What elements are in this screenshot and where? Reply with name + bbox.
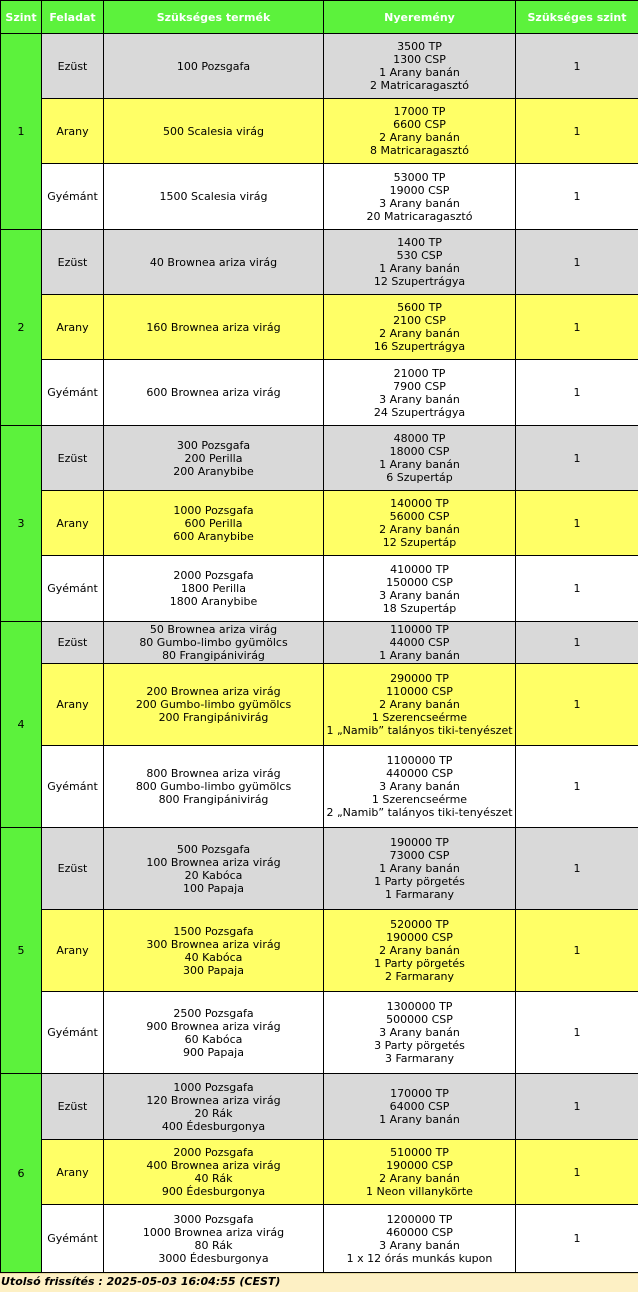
table-row — [1, 1140, 638, 1205]
cell-line: 3 Farmarany — [384, 1052, 455, 1065]
szukseges-szint-cell: 1 — [516, 828, 638, 910]
cell-line: 1 Arany banán — [379, 649, 460, 662]
feladat-cell: Ezüst — [42, 1074, 104, 1140]
cell-line: 2 Arany banán — [379, 1172, 460, 1185]
termek-cell — [104, 426, 324, 491]
cell-line: 1000 Brownea ariza virág — [142, 1225, 285, 1239]
cell-line: 1100000 TP — [386, 754, 453, 767]
cell-line: 21000 TP — [393, 366, 446, 380]
nyeremeny-cell — [324, 556, 516, 622]
cell-line: 50 Brownea ariza virág — [149, 623, 278, 636]
feladat-cell: Ezüst — [42, 828, 104, 910]
termek-cell — [104, 99, 324, 164]
szukseges-szint-cell: 1 — [516, 746, 638, 828]
cell-line: 8 Matricaragasztó — [370, 144, 469, 157]
table-row — [1, 426, 638, 491]
cell-line: 20 Matricaragasztó — [366, 209, 473, 223]
feladat-cell: Gyémánt — [42, 1205, 104, 1273]
cell-line: 190000 TP — [390, 836, 449, 849]
feladat-cell: Gyémánt — [42, 746, 104, 828]
cell-line: 12 Szupertrágya — [373, 275, 466, 288]
cell-line: 200 Gumbo-limbo gyümölcs — [135, 698, 292, 711]
cell-line: 200 Brownea ariza virág — [146, 685, 281, 698]
cell-line: 2 „Namib” talányos tiki-tenyészet — [326, 806, 513, 819]
cell-line: 1800 Perilla — [181, 582, 246, 595]
cell-line: 2 Arany banán — [379, 523, 460, 536]
header-szint: Szint — [1, 1, 42, 34]
cell-line: 1 Party pörgetés — [374, 957, 465, 970]
table-row — [1, 164, 638, 230]
cell-line: 900 Édesburgonya — [161, 1185, 266, 1198]
cell-line: 80 Gumbo-limbo gyümölcs — [139, 636, 288, 649]
feladat-cell: Ezüst — [42, 426, 104, 491]
cell-line: 80 Rák — [194, 1238, 233, 1252]
cell-line: 2 Arany banán — [379, 698, 460, 711]
szint-cell: 3 — [1, 426, 42, 622]
cell-line: 100 Brownea ariza virág — [146, 855, 281, 869]
last-updated: Utolsó frissítés : 2025-05-03 16:04:55 (CEST) — [0, 1273, 638, 1292]
termek-cell — [104, 164, 324, 230]
szukseges-szint-cell: 1 — [516, 99, 638, 164]
nyeremeny-cell — [324, 360, 516, 426]
feladat-cell: Arany — [42, 491, 104, 556]
cell-line: 16 Szupertrágya — [373, 340, 466, 353]
cell-line: 800 Frangipánivirág — [158, 793, 269, 806]
szukseges-szint-cell: 1 — [516, 230, 638, 295]
cell-line: 64000 CSP — [389, 1100, 450, 1113]
header-feladat: Feladat — [42, 1, 104, 34]
termek-cell — [104, 1074, 324, 1140]
szukseges-szint-cell: 1 — [516, 664, 638, 746]
termek-cell — [104, 295, 324, 360]
cell-line: 44000 CSP — [389, 636, 450, 649]
termek-cell — [104, 230, 324, 295]
nyeremeny-cell — [324, 1074, 516, 1140]
cell-line: 20 Kabóca — [184, 868, 243, 882]
cell-line: 200 Aranybibe — [173, 464, 254, 478]
cell-line: 1200000 TP — [386, 1212, 453, 1226]
cell-line: 500 Pozsgafa — [176, 842, 251, 856]
termek-cell — [104, 1205, 324, 1273]
nyeremeny-cell — [324, 664, 516, 746]
nyeremeny-cell — [324, 1140, 516, 1205]
cell-line: 600 Perilla — [184, 516, 243, 530]
cell-line: 600 Brownea ariza virág — [146, 386, 281, 399]
cell-line: 3 Party pörgetés — [374, 1039, 465, 1052]
cell-line: 40 Rák — [194, 1172, 233, 1185]
termek-cell — [104, 491, 324, 556]
feladat-cell: Ezüst — [42, 34, 104, 99]
cell-line: 12 Szupertáp — [382, 536, 457, 549]
szint-cell: 4 — [1, 622, 42, 828]
cell-line: 1 „Namib” talányos tiki-tenyészet — [326, 724, 513, 737]
szukseges-szint-cell: 1 — [516, 164, 638, 230]
cell-line: 17000 TP — [393, 105, 446, 118]
header-termek: Szükséges termék — [104, 1, 324, 34]
nyeremeny-cell — [324, 164, 516, 230]
cell-line: 160 Brownea ariza virág — [146, 320, 281, 334]
cell-line: 1000 Pozsgafa — [173, 1080, 254, 1094]
table-row — [1, 295, 638, 360]
cell-line: 7900 CSP — [393, 379, 446, 393]
cell-line: 1 Arany banán — [379, 66, 460, 79]
termek-cell — [104, 622, 324, 664]
table-header-row — [1, 1, 638, 34]
szint-cell: 1 — [1, 34, 42, 230]
cell-line: 3 Arany banán — [379, 1238, 460, 1252]
cell-line: 1 Arany banán — [379, 458, 460, 471]
nyeremeny-cell — [324, 99, 516, 164]
table-row — [1, 1074, 638, 1140]
cell-line: 530 CSP — [396, 249, 443, 262]
termek-cell — [104, 992, 324, 1074]
cell-line: 1300000 TP — [386, 1000, 453, 1013]
table-row — [1, 992, 638, 1074]
feladat-cell: Gyémánt — [42, 556, 104, 622]
cell-line: 600 Aranybibe — [173, 529, 254, 543]
cell-line: 53000 TP — [393, 170, 446, 184]
cell-line: 3 Arany banán — [379, 196, 460, 210]
cell-line: 520000 TP — [390, 918, 449, 931]
termek-cell — [104, 556, 324, 622]
table-row — [1, 664, 638, 746]
cell-line: 3 Arany banán — [379, 1026, 460, 1039]
table-row — [1, 746, 638, 828]
table-row — [1, 34, 638, 99]
nyeremeny-cell — [324, 992, 516, 1074]
cell-line: 460000 CSP — [386, 1225, 453, 1239]
cell-line: 200 Frangipánivirág — [158, 711, 269, 724]
table-row — [1, 230, 638, 295]
szukseges-szint-cell: 1 — [516, 910, 638, 992]
szukseges-szint-cell: 1 — [516, 34, 638, 99]
feladat-cell: Gyémánt — [42, 164, 104, 230]
termek-cell — [104, 664, 324, 746]
szukseges-szint-cell: 1 — [516, 1205, 638, 1273]
nyeremeny-cell — [324, 1205, 516, 1273]
cell-line: 410000 TP — [390, 562, 449, 576]
cell-line: 1 Szerencseérme — [371, 711, 468, 724]
cell-line: 1800 Aranybibe — [169, 595, 258, 608]
cell-line: 1400 TP — [397, 236, 442, 249]
termek-cell — [104, 1140, 324, 1205]
szukseges-szint-cell: 1 — [516, 1140, 638, 1205]
cell-line: 2000 Pozsgafa — [173, 1146, 254, 1159]
cell-line: 2000 Pozsgafa — [173, 569, 254, 582]
szint-cell: 6 — [1, 1074, 42, 1273]
cell-line: 1 Party pörgetés — [374, 875, 465, 888]
nyeremeny-cell — [324, 746, 516, 828]
szukseges-szint-cell: 1 — [516, 491, 638, 556]
cell-line: 500 Scalesia virág — [163, 124, 264, 138]
table-row — [1, 99, 638, 164]
cell-line: 6600 CSP — [393, 118, 446, 131]
cell-line: 1500 Pozsgafa — [173, 924, 254, 938]
cell-line: 5600 TP — [397, 301, 442, 314]
cell-line: 100 Pozsgafa — [176, 59, 251, 73]
cell-line: 800 Brownea ariza virág — [146, 767, 281, 780]
cell-line: 2 Matricaragasztó — [370, 79, 469, 92]
cell-line: 40 Brownea ariza virág — [149, 255, 278, 269]
table-row — [1, 360, 638, 426]
szukseges-szint-cell: 1 — [516, 360, 638, 426]
feladat-cell: Arany — [42, 1140, 104, 1205]
header-szukseges-szint: Szükséges szint — [516, 1, 638, 34]
szukseges-szint-cell: 1 — [516, 295, 638, 360]
cell-line: 140000 TP — [390, 497, 449, 510]
cell-line: 56000 CSP — [389, 510, 450, 523]
cell-line: 3000 Édesburgonya — [158, 1251, 269, 1265]
cell-line: 2 Farmarany — [384, 970, 455, 983]
cell-line: 1500 Scalesia virág — [159, 190, 268, 203]
cell-line: 170000 TP — [390, 1087, 449, 1100]
table-row — [1, 1205, 638, 1273]
szint-cell: 2 — [1, 230, 42, 426]
nyeremeny-cell — [324, 426, 516, 491]
szukseges-szint-cell: 1 — [516, 992, 638, 1074]
cell-line: 1 Arany banán — [379, 262, 460, 275]
cell-line: 290000 TP — [390, 672, 449, 685]
szint-cell: 5 — [1, 828, 42, 1074]
feladat-cell: Arany — [42, 910, 104, 992]
termek-cell — [104, 828, 324, 910]
cell-line: 80 Frangipánivirág — [162, 649, 265, 662]
cell-line: 20 Rák — [194, 1106, 233, 1120]
cell-line: 400 Brownea ariza virág — [146, 1159, 281, 1172]
termek-cell — [104, 34, 324, 99]
cell-line: 1 Szerencseérme — [371, 793, 468, 806]
cell-line: 24 Szupertrágya — [373, 405, 466, 419]
cell-line: 48000 TP — [393, 432, 446, 445]
nyeremeny-cell — [324, 491, 516, 556]
szukseges-szint-cell: 1 — [516, 1074, 638, 1140]
feladat-cell: Arany — [42, 664, 104, 746]
cell-line: 900 Papaja — [183, 1045, 244, 1059]
cell-line: 3000 Pozsgafa — [173, 1212, 254, 1226]
cell-line: 900 Brownea ariza virág — [146, 1019, 281, 1033]
cell-line: 3 Arany banán — [379, 780, 460, 793]
cell-line: 2 Arany banán — [379, 327, 460, 340]
table-row — [1, 622, 638, 664]
feladat-cell: Arany — [42, 99, 104, 164]
szukseges-szint-cell: 1 — [516, 426, 638, 491]
cell-line: 190000 CSP — [386, 1159, 453, 1172]
cell-line: 1000 Pozsgafa — [173, 503, 254, 517]
cell-line: 120 Brownea ariza virág — [146, 1093, 281, 1107]
nyeremeny-cell — [324, 910, 516, 992]
cell-line: 2 Arany banán — [379, 131, 460, 144]
cell-line: 3500 TP — [397, 40, 442, 53]
table-row — [1, 556, 638, 622]
table-body — [1, 34, 638, 1273]
cell-line: 1 x 12 órás munkás kupon — [346, 1251, 493, 1265]
feladat-cell: Ezüst — [42, 622, 104, 664]
cell-line: 300 Pozsgafa — [176, 438, 251, 452]
termek-cell — [104, 360, 324, 426]
feladat-cell: Gyémánt — [42, 992, 104, 1074]
feladat-cell: Arany — [42, 295, 104, 360]
cell-line: 3 Arany banán — [379, 588, 460, 602]
nyeremeny-cell — [324, 34, 516, 99]
cell-line: 1 Neon villanykörte — [366, 1185, 473, 1198]
cell-line: 40 Kabóca — [184, 950, 243, 964]
szukseges-szint-cell: 1 — [516, 556, 638, 622]
nyeremeny-cell — [324, 828, 516, 910]
cell-line: 800 Gumbo-limbo gyümölcs — [135, 780, 292, 793]
szukseges-szint-cell: 1 — [516, 622, 638, 664]
cell-line: 2 Arany banán — [379, 944, 460, 957]
nyeremeny-cell — [324, 622, 516, 664]
table-row — [1, 910, 638, 992]
feladat-cell: Gyémánt — [42, 360, 104, 426]
cell-line: 100 Papaja — [183, 881, 244, 895]
cell-line: 6 Szupertáp — [386, 471, 453, 484]
cell-line: 150000 CSP — [386, 575, 453, 589]
feladat-cell: Ezüst — [42, 230, 104, 295]
cell-line: 2500 Pozsgafa — [173, 1006, 254, 1020]
cell-line: 18 Szupertáp — [382, 601, 457, 615]
cell-line: 19000 CSP — [389, 183, 450, 197]
cell-line: 18000 CSP — [389, 445, 450, 458]
cell-line: 73000 CSP — [389, 849, 450, 862]
cell-line: 110000 TP — [390, 623, 449, 636]
termek-cell — [104, 746, 324, 828]
cell-line: 510000 TP — [390, 1146, 449, 1159]
cell-line: 60 Kabóca — [184, 1032, 243, 1046]
nyeremeny-cell — [324, 295, 516, 360]
cell-line: 500000 CSP — [386, 1013, 453, 1026]
cell-line: 1 Arany banán — [379, 1113, 460, 1126]
nyeremeny-cell — [324, 230, 516, 295]
cell-line: 1 Farmarany — [384, 888, 455, 901]
table-row — [1, 828, 638, 910]
cell-line: 3 Arany banán — [379, 392, 460, 406]
cell-line: 190000 CSP — [386, 931, 453, 944]
cell-line: 300 Papaja — [183, 963, 244, 977]
cell-line: 440000 CSP — [386, 767, 453, 780]
termek-cell — [104, 910, 324, 992]
cell-line: 110000 CSP — [386, 685, 453, 698]
cell-line: 300 Brownea ariza virág — [146, 937, 281, 951]
cell-line: 1300 CSP — [393, 53, 446, 66]
header-nyeremeny: Nyeremény — [324, 1, 516, 34]
cell-line: 2100 CSP — [393, 314, 446, 327]
cell-line: 400 Édesburgonya — [161, 1119, 266, 1133]
cell-line: 1 Arany banán — [379, 862, 460, 875]
cell-line: 200 Perilla — [184, 451, 243, 465]
table-row — [1, 491, 638, 556]
